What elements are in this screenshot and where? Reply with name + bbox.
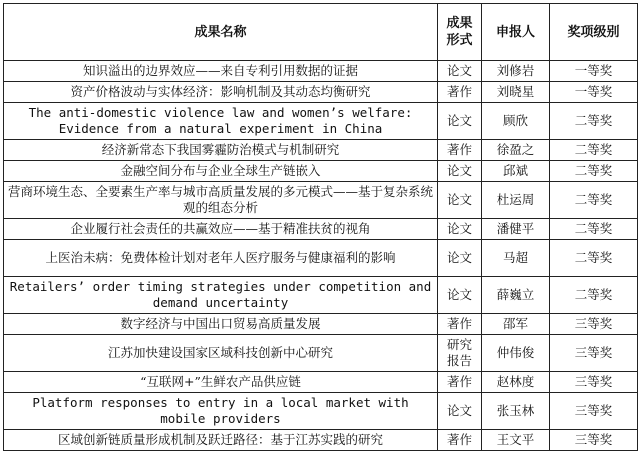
table-row	[4, 430, 638, 451]
cell-level: 二等奖	[550, 219, 638, 240]
cell-level: 二等奖	[550, 161, 638, 182]
cell-author: 刘晓星	[482, 82, 550, 103]
cell-title: 金融空间分布与企业全球生产链嵌入	[4, 161, 438, 182]
cell-form: 论文	[438, 61, 482, 82]
cell-level: 三等奖	[550, 314, 638, 335]
cell-author: 张玉林	[482, 393, 550, 430]
cell-title: 上医治未病：免费体检计划对老年人医疗服务与健康福利的影响	[4, 240, 438, 277]
cell-form: 论文	[438, 182, 482, 219]
cell-author: 徐盈之	[482, 140, 550, 161]
cell-title: 营商环境生态、全要素生产率与城市高质量发展的多元模式——基于复杂系统观的组态分析	[4, 182, 438, 219]
table-row	[4, 240, 638, 277]
cell-title: 经济新常态下我国雾霾防治模式与机制研究	[4, 140, 438, 161]
cell-level: 二等奖	[550, 103, 638, 140]
cell-level: 一等奖	[550, 61, 638, 82]
header-author: 申报人	[482, 4, 550, 61]
cell-level: 二等奖	[550, 277, 638, 314]
cell-title: 企业履行社会责任的共赢效应——基于精准扶贫的视角	[4, 219, 438, 240]
cell-form: 著作	[438, 430, 482, 451]
cell-level: 二等奖	[550, 182, 638, 219]
cell-author: 仲伟俊	[482, 335, 550, 372]
cell-title: Retailers’ order timing strategies under competition and demand uncertainty	[4, 277, 438, 314]
cell-form: 著作	[438, 372, 482, 393]
cell-form: 著作	[438, 140, 482, 161]
table-row	[4, 103, 638, 140]
table-row	[4, 61, 638, 82]
cell-level: 二等奖	[550, 240, 638, 277]
cell-level: 三等奖	[550, 430, 638, 451]
cell-level: 三等奖	[550, 393, 638, 430]
table-row	[4, 140, 638, 161]
cell-level: 一等奖	[550, 82, 638, 103]
awards-table	[3, 3, 638, 451]
table-row	[4, 182, 638, 219]
cell-form: 论文	[438, 277, 482, 314]
cell-author: 邱斌	[482, 161, 550, 182]
cell-level: 三等奖	[550, 372, 638, 393]
table-row	[4, 372, 638, 393]
cell-title: 知识溢出的边界效应——来自专利引用数据的证据	[4, 61, 438, 82]
table-row	[4, 335, 638, 372]
cell-title: 数字经济与中国出口贸易高质量发展	[4, 314, 438, 335]
cell-author: 刘修岩	[482, 61, 550, 82]
cell-author: 马超	[482, 240, 550, 277]
cell-level: 三等奖	[550, 335, 638, 372]
table-row	[4, 161, 638, 182]
table-row	[4, 82, 638, 103]
cell-author: 薛巍立	[482, 277, 550, 314]
cell-title: 区域创新链质量形成机制及跃迁路径：基于江苏实践的研究	[4, 430, 438, 451]
header-level: 奖项级别	[550, 4, 638, 61]
table-row	[4, 219, 638, 240]
cell-title: Platform responses to entry in a local market with mobile providers	[4, 393, 438, 430]
cell-form: 论文	[438, 240, 482, 277]
table-body	[4, 61, 638, 451]
header-form: 成果形式	[438, 4, 482, 61]
table-row	[4, 314, 638, 335]
cell-level: 二等奖	[550, 140, 638, 161]
cell-form: 论文	[438, 393, 482, 430]
cell-form: 研究报告	[438, 335, 482, 372]
cell-author: 顾欣	[482, 103, 550, 140]
cell-author: 赵林度	[482, 372, 550, 393]
cell-title: 资产价格波动与实体经济：影响机制及其动态均衡研究	[4, 82, 438, 103]
cell-form: 著作	[438, 314, 482, 335]
cell-author: 杜运周	[482, 182, 550, 219]
cell-form: 著作	[438, 82, 482, 103]
table-row	[4, 277, 638, 314]
header-title: 成果名称	[4, 4, 438, 61]
table-row	[4, 393, 638, 430]
table-header	[4, 4, 638, 61]
cell-title: 江苏加快建设国家区域科技创新中心研究	[4, 335, 438, 372]
cell-title: The anti-domestic violence law and women’s welfare: Evidence from a natural experiment in China	[4, 103, 438, 140]
header-row	[4, 4, 638, 61]
cell-author: 邵军	[482, 314, 550, 335]
cell-author: 潘健平	[482, 219, 550, 240]
cell-form: 论文	[438, 103, 482, 140]
cell-title: “互联网+”生鲜农产品供应链	[4, 372, 438, 393]
cell-author: 王文平	[482, 430, 550, 451]
cell-form: 论文	[438, 219, 482, 240]
cell-form: 论文	[438, 161, 482, 182]
